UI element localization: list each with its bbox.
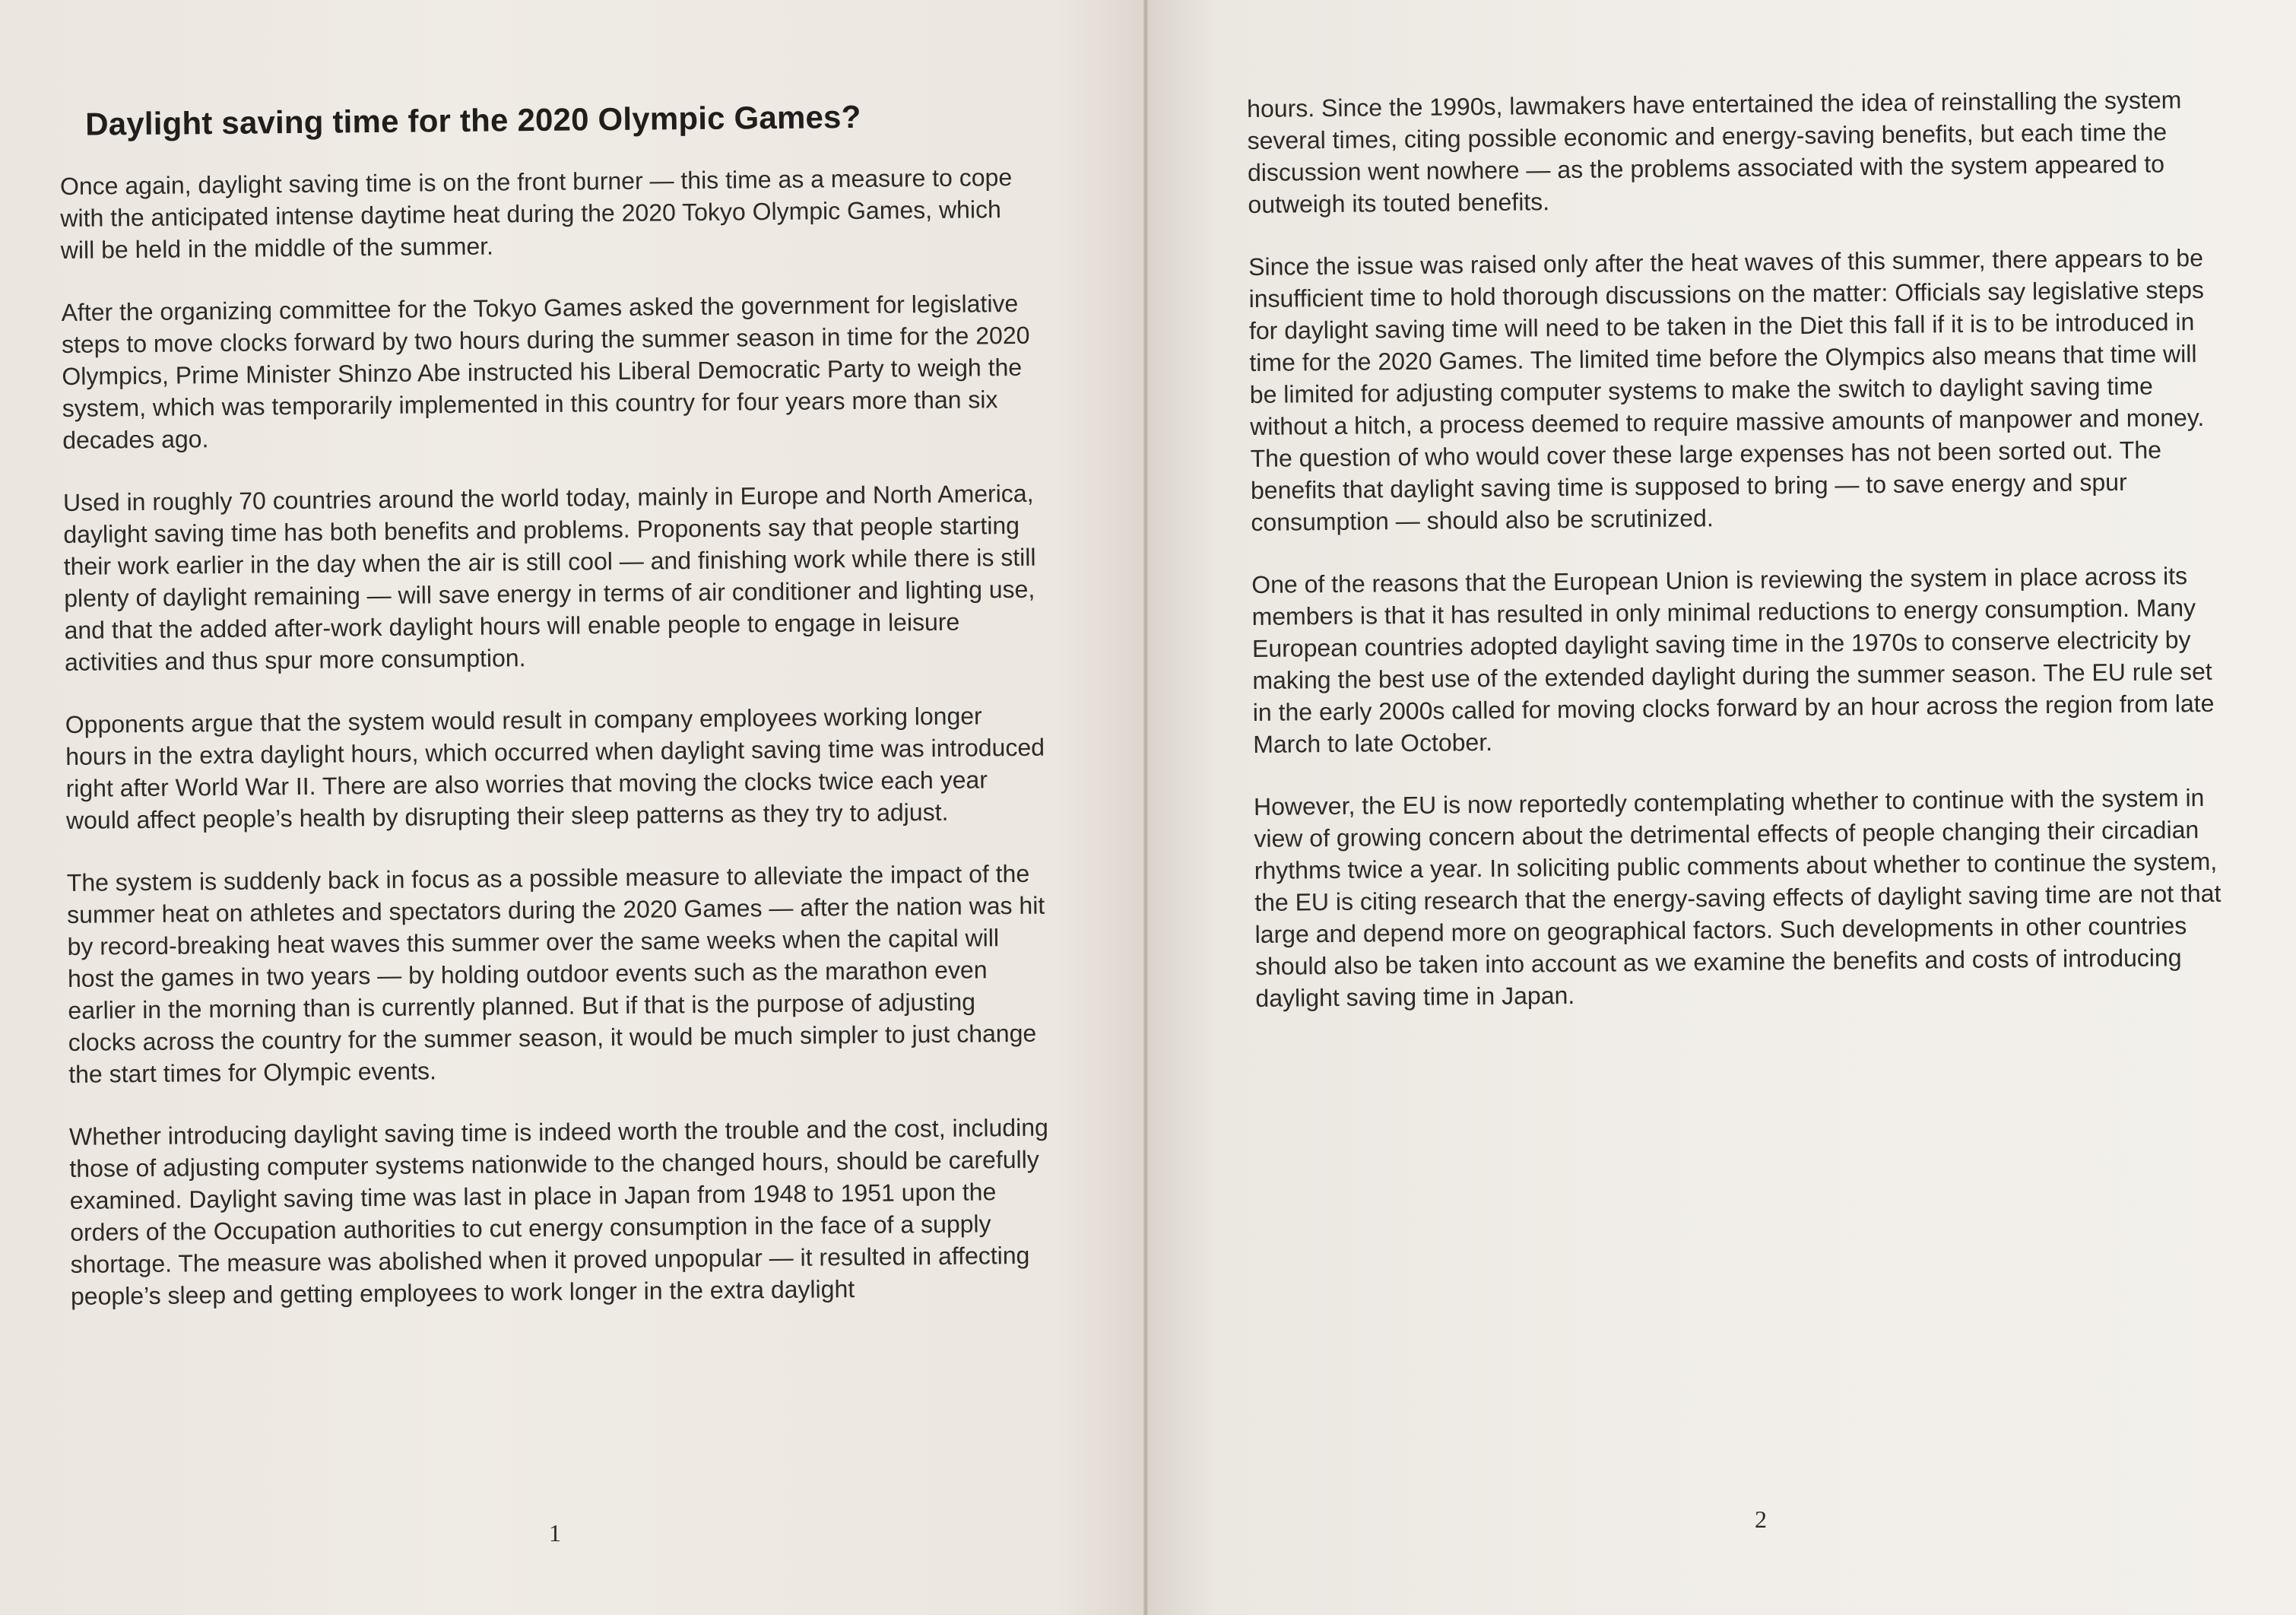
left-column bbox=[59, 97, 1060, 1343]
paragraph-4: Opponents argue that the system would result in company employees working longer hours in the extra daylight hours, which occurred when daylight saving time was introduced right after World War II. There are also worries that moving the clocks twice each year would affect people’s health by disrupting their sleep patterns as they try to adjust. bbox=[65, 702, 1045, 834]
paragraph-6: Whether introducing daylight saving time is indeed worth the trouble and the cost, including those of adjusting computer systems nationwide to the changed hours, should be carefully examined. Daylight saving time was last in place in Japan from 1948 to 1951 upon the orders of the Occupation authorities to cut energy consumption in the face of a supply shortage. The measure was abolished when it proved unpopular — it resulted in affecting people’s sleep and getting employees to work longer in the extra daylight bbox=[68, 1113, 1048, 1310]
page-number-left: 1 bbox=[549, 1519, 561, 1547]
page-gutter bbox=[1143, 0, 1148, 1615]
paragraph-7: hours. Since the 1990s, lawmakers have entertained the idea of reinstalling the system several times, citing possible economic and energy-saving benefits, but each time the discussion went nowhere — as the problems associated with the system appeared to outweigh its touted benefits. bbox=[1247, 86, 2182, 218]
paragraph-2: After the organizing committee for the Tokyo Games asked the government for legislative steps to move clocks forward by two hours during the summer season in time for the 2020 Olympics, Prime Minister Shinzo Abe instructed his Liberal Democratic Party to weigh the system, which was temporarily implemented in this country for four years more than six decades ago. bbox=[61, 289, 1030, 454]
paragraph-10: However, the EU is now reportedly contemplating whether to continue with the system in view of growing concern about the detrimental effects of people changing their circadian rhythms twice a year. In soliciting public comments about whether to continue the system, the EU is citing research that the energy-saving effects of daylight saving time are not that large and depend more on geographical factors. Such developments in other countries should also be taken into account as we examine the benefits and costs of introducing daylight saving time in Japan. bbox=[1253, 783, 2221, 1012]
paragraph-8: Since the issue was raised only after the heat waves of this summer, there appears to be insufficient time to hold thorough discussions on the matter: Officials say legislative steps for daylight saving time will need to be taken in the Diet this fall if it is to be introduced in time for the 2020 Games. The limited time before the Olympics also means that time will be limited for adjusting computer systems to make the switch to daylight saving time without a hitch, a process deemed to require massive amounts of manpower and money. The question of who would cover these large expenses has not been sorted out. The benefits that daylight saving time is supposed to bring — to save energy and spur consumption — should also be scrutinized. bbox=[1248, 243, 2205, 536]
right-column bbox=[1247, 84, 2244, 1045]
paragraph-5: The system is suddenly back in focus as a possible measure to alleviate the impact of the summer heat on athletes and spectators during the 2020 Games — after the nation was hit by record-breaking heat waves this summer over the same weeks when the capital will host the games in two years — by holding outdoor events such as the marathon even earlier in the morning than is currently planned. But if that is the purpose of adjusting clocks across the country for the summer season, it would be much simpler to just change the start times for Olympic events. bbox=[66, 859, 1045, 1088]
page-right bbox=[1146, 0, 2296, 1615]
paragraph-3: Used in roughly 70 countries around the world today, mainly in Europe and North America, daylight saving time has both benefits and problems. Proponents say that people starting their work earlier in the day when the air is still cool — and finishing work while there is still plenty of daylight remaining — will save energy in terms of air conditioner and lighting use, and that the added after-work daylight hours will enable people to engage in leisure activities and thus spur more consumption. bbox=[62, 479, 1036, 676]
paragraph-9: One of the reasons that the European Union is reviewing the system in place across its members is that it has resulted in only minimal reductions to energy consumption. Many European countries adopted daylight saving time in the 1970s to conserve electricity by making the best use of the extended daylight during the summer season. The EU rule set in the early 2000s called for moving clocks forward by an hour across the region from late March to late October. bbox=[1251, 562, 2215, 758]
paragraph-1: Once again, daylight saving time is on the front burner — this time as a measure to cope with the anticipated intense daytime heat during the 2020 Tokyo Olympic Games, which will be held in the middle of the summer. bbox=[59, 163, 1013, 264]
page-left bbox=[0, 0, 1146, 1615]
article-title: Daylight saving time for the 2020 Olympic Games? bbox=[84, 98, 861, 142]
page-number-right: 2 bbox=[1755, 1506, 1767, 1533]
